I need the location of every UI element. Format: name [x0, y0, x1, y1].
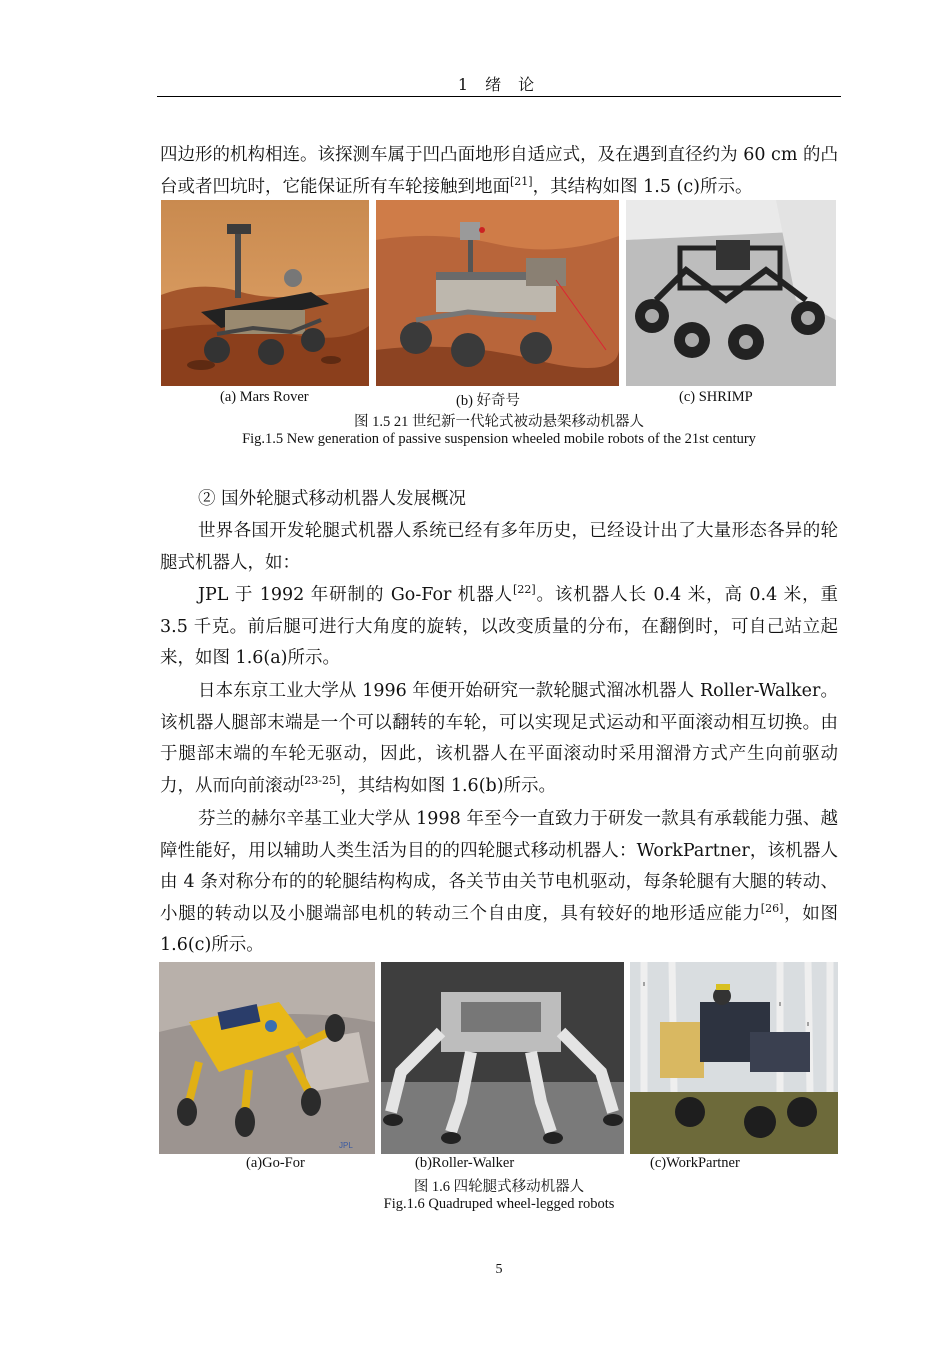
figure-1-5c-shrimp-image: [626, 200, 836, 386]
figure-1-5-caption-cn: 图 1.5 21 世纪新一代轮式被动悬架移动机器人: [354, 414, 644, 430]
paragraph-workpartner: 芬兰的赫尔辛基工业大学从 1998 年至今一直致力于研发一款具有承载能力强、越障性能好，用以辅助人类生活为目的的四轮腿式移动机器人：WorkPartner，该机器人由 4 条对称分布的的轮腿结构构成，各关节由关节电机驱动，每条轮腿有大腿的转动、小腿的转动以及小腿端部电机的转动三个自由度，具有较好的地形适应能力[26]，如图 1.6(c)所示。: [160, 809, 839, 955]
page-number: 5: [495, 1262, 503, 1277]
citation-23-25: [23-25]: [300, 773, 341, 787]
figure-1-5b-caption: (b) 好奇号: [456, 393, 521, 409]
figure-1-6c-caption: (c)WorkPartner: [650, 1155, 740, 1171]
paragraph-intro: 四边形的机构相连。该探测车属于凹凸面地形自适应式，及在遇到直径约为 60 cm 的凸台或者凹坑时，它能保证所有车轮接触到地面[21]，其结构如图 1.5 (c)所示。: [160, 145, 838, 197]
figure-1-6-caption-en: Fig.1.6 Quadruped wheel-legged robots: [383, 1196, 615, 1212]
figure-1-6a-caption: (a)Go-For: [246, 1155, 305, 1171]
figure-1-5a-caption: (a) Mars Rover: [220, 389, 309, 405]
running-header: 1 绪 论: [457, 75, 541, 94]
citation-22: [22]: [513, 583, 536, 596]
section-heading: ② 国外轮腿式移动机器人发展概况: [198, 489, 467, 509]
figure-1-5-caption-en: Fig.1.5 New generation of passive suspension wheeled mobile robots of the 21st century: [242, 431, 756, 447]
paragraph-go-for: JPL 于 1992 年研制的 Go-For 机器人[22]。该机器人长 0.4 米，高 0.4 米，重 3.5 千克。前后腿可进行大角度的旋转，以改变质量的分布，在翻倒时，可自己站立起来，如图 1.6(a)所示。: [160, 583, 838, 668]
paragraph-roller-walker: 日本东京工业大学从 1996 年便开始研究一款轮腿式溜冰机器人 Roller-Walker。该机器人腿部末端是一个可以翻转的车轮，可以实现足式运动和平面滚动相互切换。由于腿部末端的车轮无驱动，因此，该机器人在平面滚动时采用溜滑方式产生向前驱动力，从而向前滚动[23-25]，其结构如图 1.6(b)所示。: [160, 681, 838, 796]
figure-1-5c-caption: (c) SHRIMP: [679, 389, 753, 405]
citation-21: [21]: [510, 174, 533, 188]
figure-1-6b-caption: (b)Roller-Walker: [415, 1155, 515, 1171]
figure-1-6c-workpartner-image: [630, 962, 838, 1154]
figure-1-6b-roller-walker-image: [381, 962, 624, 1154]
figure-1-6a-go-for-image: [159, 962, 375, 1154]
paragraph-overview: 世界各国开发轮腿式机器人系统已经有多年历史，已经设计出了大量形态各异的轮腿式机器人，如：: [160, 521, 838, 573]
figure-1-5a-mars-rover-image: [161, 200, 369, 386]
figure-1-6-caption-cn: 图 1.6 四轮腿式移动机器人: [413, 1179, 585, 1195]
citation-26: [26]: [760, 901, 784, 915]
watermark-text: JPL: [339, 1141, 353, 1150]
figure-1-5b-curiosity-image: [376, 200, 619, 386]
header-rule: [157, 96, 841, 97]
